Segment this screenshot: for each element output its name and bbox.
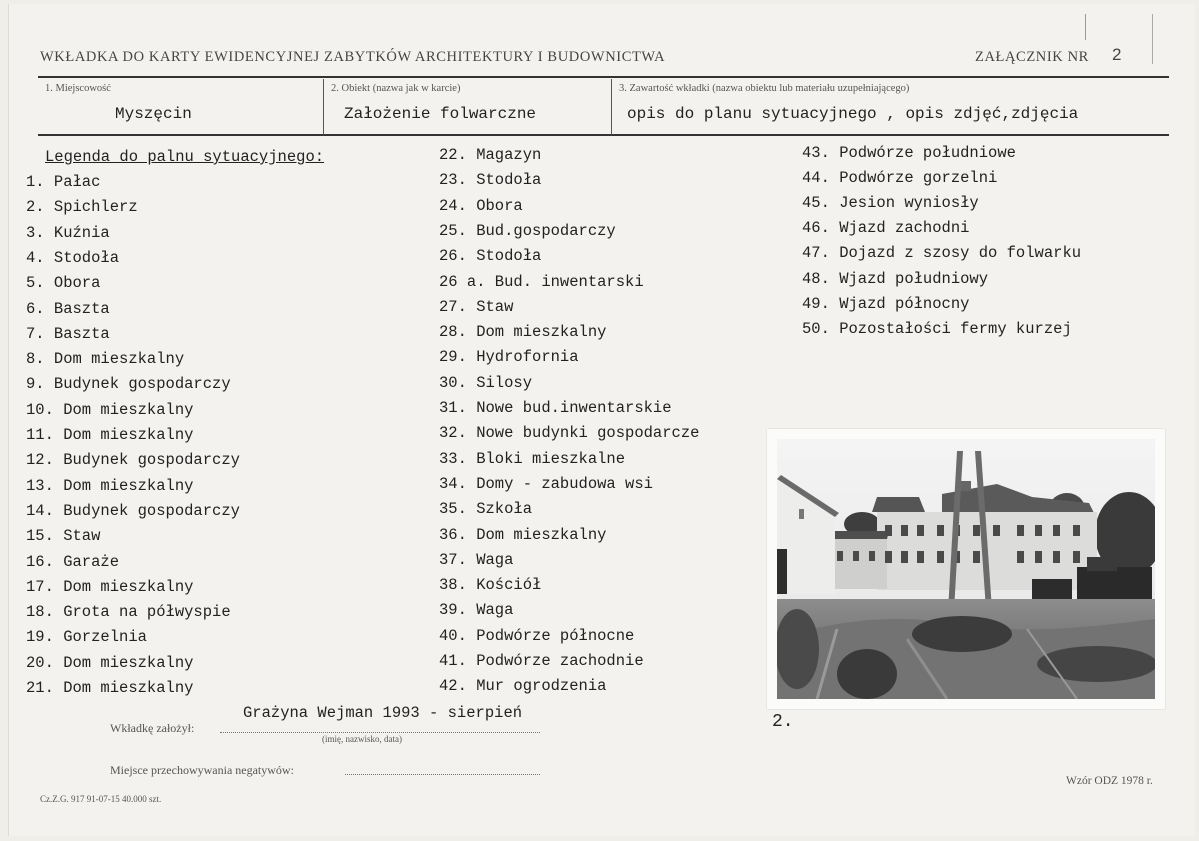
legend-item: 30. Silosy (439, 373, 533, 392)
legend-item: 10. Dom mieszkalny (26, 400, 194, 419)
author-hint: (imię, nazwisko, data) (322, 734, 402, 744)
legend-item: 21. Dom mieszkalny (26, 679, 194, 697)
legend-item: 33. Bloki mieszkalne (439, 449, 626, 468)
negatives-label: Miejsce przechowywania negatywów: (110, 763, 294, 777)
form-model: Wzór ODZ 1978 r. (1066, 775, 1153, 787)
annex-label: ZAŁĄCZNIK NR (975, 49, 1089, 65)
document-sheet (8, 4, 1195, 836)
annex-number: 2 (1112, 45, 1122, 64)
object-label: 2. Obiekt (nazwa jak w karcie) (331, 83, 461, 94)
author-value: Grażyna Wejman 1993 - sierpień (243, 704, 523, 722)
legend-item: 25. Bud.gospodarczy (439, 221, 616, 240)
legend-item: 26 a. Bud. inwentarski (439, 272, 644, 291)
legend-item: 14. Budynek gospodarczy (26, 501, 240, 520)
legend-item: 11. Dom mieszkalny (26, 426, 194, 444)
legend-item: 47. Dojazd z szosy do folwarku (802, 244, 1082, 263)
author-label: Wkładkę założył: (110, 721, 195, 735)
legend-item: 46. Wjazd zachodni (802, 219, 970, 238)
legend-item: 34. Domy - zabudowa wsi (439, 474, 653, 493)
legend-item: 49. Wjazd północny (802, 294, 970, 313)
legend-item: 13. Dom mieszkalny (26, 476, 194, 495)
legend-item: 15. Staw (26, 527, 101, 546)
legend-item: 6. Baszta (26, 299, 110, 318)
author-line (220, 732, 540, 733)
legend-item: 19. Gorzelnia (26, 628, 147, 647)
legend-item: 7. Baszta (26, 324, 110, 343)
legend-item: 44. Podwórze gorzelni (802, 169, 998, 188)
legend-item: 37. Waga (439, 550, 514, 569)
field-separator-1 (323, 79, 324, 135)
header-rule-bottom (38, 134, 1169, 136)
legend-item: 27. Staw (439, 297, 514, 316)
legend-item: 20. Dom mieszkalny (26, 653, 194, 672)
legend-item: 17. Dom mieszkalny (26, 577, 194, 596)
object-value: Założenie folwarczne (344, 105, 537, 123)
legend-title: Legenda do palnu sytuacyjnego: (45, 148, 325, 166)
legend-item: 1. Pałac (26, 173, 101, 191)
photo-frame (767, 429, 1165, 709)
legend-item: 41. Podwórze zachodnie (439, 652, 644, 670)
legend-item: 12. Budynek gospodarczy (26, 451, 240, 470)
locality-label: 1. Miejscowość (45, 83, 111, 94)
legend-item: 9. Budynek gospodarczy (26, 375, 231, 394)
legend-item: 38. Kościół (439, 576, 542, 595)
legend-item: 16. Garaże (26, 552, 120, 571)
field-separator-2 (611, 79, 612, 135)
legend-item: 50. Pozostałości fermy kurzej (802, 319, 1072, 338)
legend-item: 3. Kuźnia (26, 223, 110, 242)
legend-item: 5. Obora (26, 274, 101, 293)
legend-item: 36. Dom mieszkalny (439, 525, 607, 544)
legend-item: 31. Nowe bud.inwentarskie (439, 399, 672, 417)
legend-item: 4. Stodoła (26, 248, 120, 267)
legend-item: 18. Grota na półwyspie (26, 603, 231, 622)
legend-item: 45. Jesion wyniosły (802, 194, 979, 213)
print-info: Cz.Z.G. 917 91-07-15 40.000 szt. (40, 794, 162, 804)
legend-item: 40. Podwórze północne (439, 626, 635, 645)
legend-item: 23. Stodoła (439, 171, 542, 190)
contents-value: opis do planu sytuacyjnego , opis zdjęć,zdjęcia (627, 105, 1079, 123)
margin-mark (1152, 14, 1153, 64)
locality-value: Myszęcin (115, 105, 192, 123)
legend-item: 24. Obora (439, 196, 523, 215)
legend-item: 26. Stodoła (439, 247, 542, 266)
photo-caption: 2. (772, 712, 794, 732)
contents-label: 3. Zawartość wkładki (nazwa obiektu lub materiału uzupełniającego) (619, 83, 910, 94)
legend-item: 32. Nowe budynki gospodarcze (439, 424, 700, 443)
legend-item: 43. Podwórze południowe (802, 144, 1016, 162)
legend-item: 29. Hydrofornia (439, 348, 579, 367)
manor-photo (777, 439, 1155, 699)
margin-mark (1085, 14, 1086, 40)
negatives-line (345, 774, 540, 775)
legend-item: 39. Waga (439, 601, 514, 620)
legend-item: 42. Mur ogrodzenia (439, 677, 607, 696)
header-rule-top (38, 76, 1169, 78)
legend-item: 48. Wjazd południowy (802, 269, 989, 288)
legend-item: 8. Dom mieszkalny (26, 350, 185, 369)
legend-item: 28. Dom mieszkalny (439, 323, 607, 342)
document-title: WKŁADKA DO KARTY EWIDENCYJNEJ ZABYTKÓW ARCHITEKTURY I BUDOWNICTWA (40, 49, 666, 65)
legend-item: 2. Spichlerz (26, 198, 138, 217)
legend-item: 35. Szkoła (439, 500, 533, 519)
legend-item: 22. Magazyn (439, 146, 542, 164)
